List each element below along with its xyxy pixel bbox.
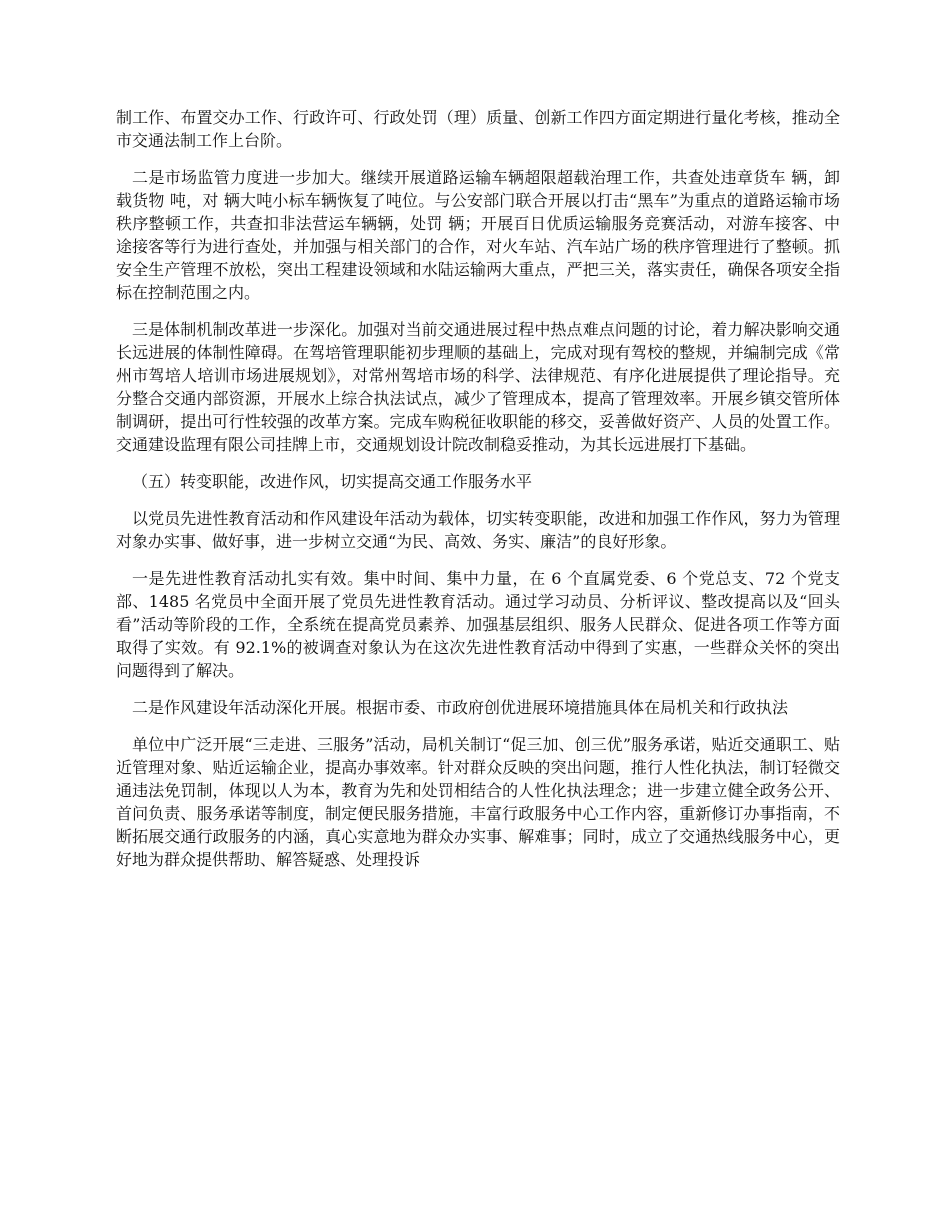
paragraph-service-activities: 单位中广泛开展“三走进、三服务”活动，局机关制订“促三加、创三优”服务承诺，贴近交通职工、贴近管理对象、贴近运输企业，提高办事效率。针对群众反映的突出问题，推行人性化执法，制订轻微交通违法免罚制，体现以人为本，教育为先和处罚相结合的人性化执法理念；进一步建立健全政务公开、首问负责、服务承诺等制度，制定便民服务措施，丰富行政服务中心工作内容，重新修订办事指南，不断拓展交通行政服务的内涵，真心实意地为群众办实事、解难事；同时，成立了交通热线服务中心，更好地为群众提供帮助、解答疑惑、处理投诉 (116, 735, 840, 869)
paragraph-market-supervision: 二是市场监管力度进一步加大。继续开展道路运输车辆超限超载治理工作，共查处违章货车 辆，卸载货物 吨，对 辆大吨小标车辆恢复了吨位。与公安部门联合开展以打击“黑车”为重点的道路运输市场秩序整顿工作，共查扣非法营运车辆辆，处罚 辆；开展百日优质运输服务竞赛活动，对游车接客、中途接客等行为进行查处，并加强与相关部门的合作，对火车站、汽车站广场的秩序管理进行了整顿。抓安全生产管理不放松，突出工程建设领域和水陆运输两大重点，严把三关，落实责任，确保各项安全指标在控制范围之内。 (116, 168, 840, 302)
paragraph-continuation: 制工作、布置交办工作、行政许可、行政处罚（理）质量、创新工作四方面定期进行量化考核，推动全市交通法制工作上台阶。 (116, 108, 840, 150)
paragraph-party-education-intro: 以党员先进性教育活动和作风建设年活动为载体，切实转变职能，改进和加强工作作风，努力为管理对象办实事、做好事，进一步树立交通“为民、高效、务实、廉洁”的良好形象。 (116, 509, 840, 551)
section-heading-five: （五）转变职能，改进作风，切实提高交通工作服务水平 (132, 472, 533, 491)
paragraph-work-style: 二是作风建设年活动深化开展。根据市委、市政府创优进展环境措施具体在局机关和行政执法 (132, 698, 789, 717)
paragraph-advanced-education: 一是先进性教育活动扎实有效。集中时间、集中力量，在 6 个直属党委、6 个党总支、72 个党支部、1485 名党员中全面开展了党员先进性教育活动。通过学习动员、分析评议、整改提高以及“回头看”活动等阶段的工作，全系统在提高党员素养、加强基层组织、服务人民群众、促进各项工作等方面取得了实效。有 92.1%的被调查对象认为在这次先进性教育活动中得到了实惠，一些群众关怀的突出问题得到了解决。 (116, 569, 840, 680)
paragraph-system-reform: 三是体制机制改革进一步深化。加强对当前交通进展过程中热点难点问题的讨论，着力解决影响交通长远进展的体制性障碍。在驾培管理职能初步理顺的基础上，完成对现有驾校的整规，并编制完成《常州市驾培人培训市场进展规划》，对常州驾培市场的科学、法律规范、有序化进展提供了理论指导。充分整合交通内部资源，开展水上综合执法试点，减少了管理成本，提高了管理效率。开展乡镇交管所体制调研，提出可行性较强的改革方案。完成车购税征收职能的移交，妥善做好资产、人员的处置工作。交通建设监理有限公司挂牌上市，交通规划设计院改制稳妥推动，为其长远进展打下基础。 (116, 320, 840, 454)
document-page (116, 106, 840, 885)
